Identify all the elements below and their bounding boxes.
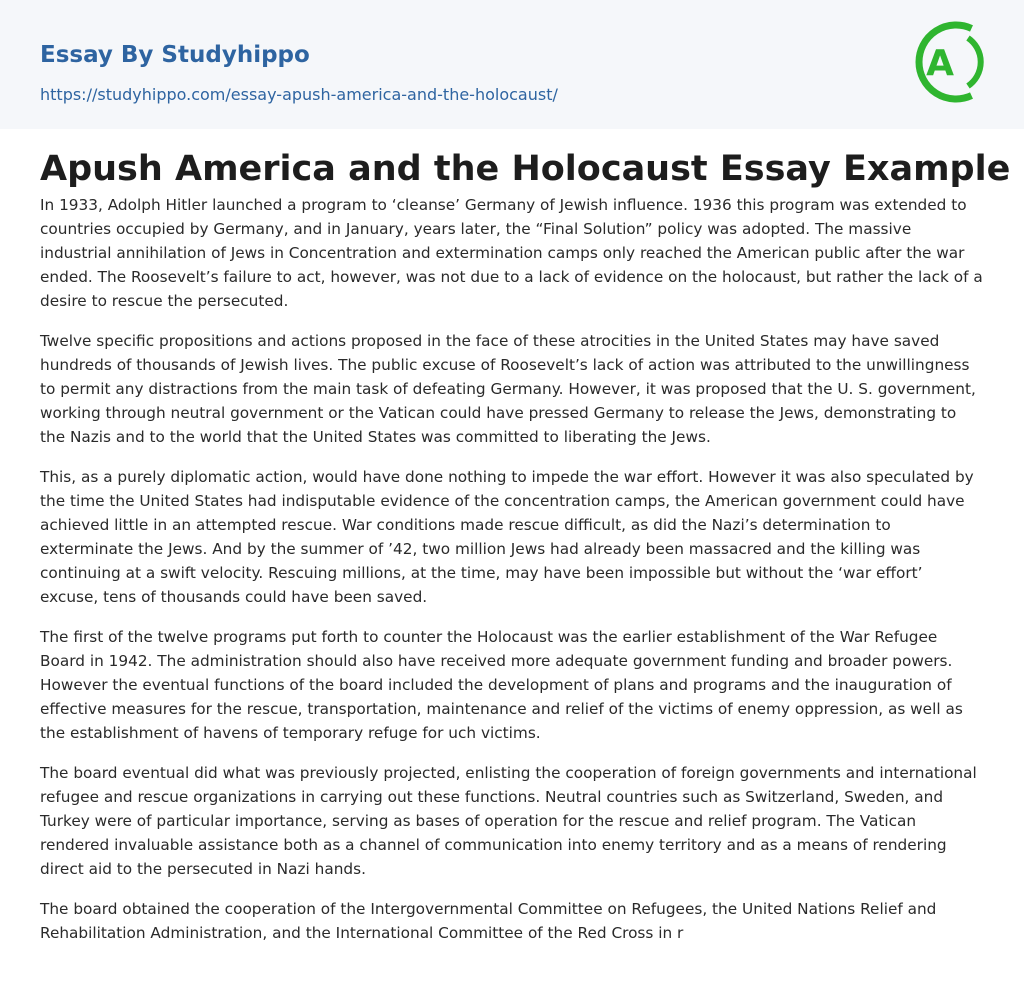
essay-paragraph-1: In 1933, Adolph Hitler launched a program to ‘cleanse’ Germany of Jewish influence. 1936 this program was extended to countries occupied by Germany, and in January, years later, the “Final Solution” policy was adopted. The massive industrial annihilation of Jews in Concentration and extermination camps only reached the American public after the war ended. The Roosevelt’s failure to act, however, was not due to a lack of evidence on the holocaust, but rather the lack of a desire to rescue the persecuted. [40, 196, 983, 310]
essay-paragraph-3: This, as a purely diplomatic action, would have done nothing to impede the war effort. However it was also speculated by the time the United States had indisputable evidence of the concentration camps, the American government could have achieved little in an attempted rescue. War conditions made rescue difficult, as did the Nazi’s determination to exterminate the Jews. And by the summer of ’42, two million Jews had already been massacred and the killing was continuing at a swift velocity. Rescuing millions, at the time, may have been impossible but without the ‘war effort’ excuse, tens of thousands could have been saved. [40, 468, 974, 606]
essay-paragraph-5: The board eventual did what was previously projected, enlisting the cooperation of foreign governments and international refugee and rescue organizations in carrying out these functions. Neutral countries such as Switzerland, Sweden, and Turkey were of particular importance, serving as bases of operation for the rescue and relief program. The Vatican rendered invaluable assistance both as a channel of communication into enemy territory and as a means of rendering direct aid to the persecuted in Nazi hands. [40, 764, 977, 878]
essay-body [40, 193, 984, 945]
essay-url-link[interactable]: https://studyhippo.com/essay-apush-america-and-the-holocaust/ [40, 85, 558, 104]
essay-title: Apush America and the Holocaust Essay Example [40, 149, 1011, 189]
studyhippo-logo-icon[interactable] [910, 18, 988, 106]
essay-paragraph-2: Twelve specific propositions and actions proposed in the face of these atrocities in the United States may have saved hundreds of thousands of Jewish lives. The public excuse of Roosevelt’s lack of action was attributed to the unwillingness to permit any distractions from the main task of defeating Germany. However, it was proposed that the U. S. government, working through neutral government or the Vatican could have pressed Germany to release the Jews, demonstrating to the Nazis and to the world that the United States was committed to liberating the Jews. [40, 332, 976, 446]
essay-content [0, 129, 1024, 945]
essay-paragraph-4: The first of the twelve programs put forth to counter the Holocaust was the earlier establishment of the War Refugee Board in 1942. The administration should also have received more adequate government funding and broader powers. However the eventual functions of the board included the development of plans and programs and the inauguration of effective measures for the rescue, transportation, maintenance and relief of the victims of enemy oppression, as well as the establishment of havens of temporary refuge for uch victims. [40, 628, 963, 742]
site-header [0, 0, 1024, 129]
site-title[interactable]: Essay By Studyhippo [40, 42, 310, 68]
logo-letter: A [926, 43, 954, 84]
essay-paragraph-6: The board obtained the cooperation of the Intergovernmental Committee on Refugees, the United Nations Relief and Rehabilitation Administration, and the International Committee of the Red Cross in r [40, 900, 937, 942]
